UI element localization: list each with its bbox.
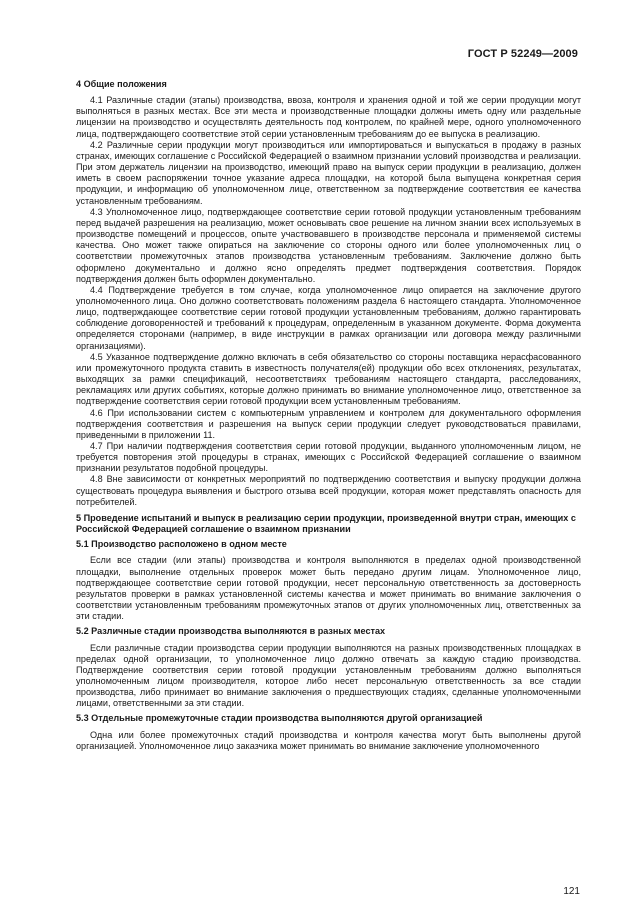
paragraph-5-3: Одна или более промежуточных стадий производства и контроля качества могут быть выполнены другой организацией. Уполномоченное лицо заказчика может принимать во внимание заключение уполномоченного bbox=[76, 729, 581, 751]
paragraph-4-7: 4.7 При наличии подтверждения соответствия серии готовой продукции, выданного уполномоченным лицом, не требуется повторения этой процедуры в странах, имеющих с Российской Федерацией соглашение о взаимном признании результатов подобной процедуры. bbox=[76, 441, 581, 474]
paragraph-4-6: 4.6 При использовании систем с компьютерным управлением и контролем для документального оформления подтверждения соответствия и разрешения на выпуск серии продукции следует руководствоваться правилами, приведенными в приложении 11. bbox=[76, 407, 581, 440]
subsection-5-1-title: 5.1 Производство расположено в одном месте bbox=[76, 539, 287, 550]
paragraph-4-2: 4.2 Различные серии продукции могут производиться или импортироваться и выпускаться в продажу в разных странах, имеющих соглашение с Российской Федерацией о взаимном признании условий производства и реализации. При этом держатель лицензии на производство, имеющий право на выпуск серии продукции в реализацию, должен иметь в своем распоряжении точное указание адреса площадки, на которой была выпущена конкретная серия продукции, и информацию об уполномоченном лице, ответственном за подтверждение соответствия ее качества установленным требованиям. bbox=[76, 139, 581, 206]
section-4-title: 4 Общие положения bbox=[76, 79, 167, 89]
paragraph-4-1: 4.1 Различные стадии (этапы) производства, ввоза, контроля и хранения одной и той же серии продукции могут выполняться в разных местах. Все эти места и производственные площадки должны иметь одну или раздельные лицензии на производство и осуществлять деятельность под контролем, по крайней мере, одного уполномоченного лица, подтверждающего соответствие этой серии установленным требованиям до ее выпуска в реализацию. bbox=[76, 95, 581, 139]
document-body bbox=[76, 79, 581, 752]
paragraph-4-5: 4.5 Указанное подтверждение должно включать в себя обязательство со стороны поставщика нерасфасованного или промежуточного продукта ставить в известность получателя(ей) продукции обо всех отклонениях, результатах, выходящих за рамки спецификаций, несоответствиях требованиям настоящего стандарта, расследованиях, рекламациях или других событиях, которые должно принимать во внимание уполномоченное лицо, ответственное за подтверждение соответствия серии готовой продукции всем установленным требованиям. bbox=[76, 351, 581, 407]
paragraph-5-1: Если все стадии (или этапы) производства и контроля выполняются в пределах одной производственной площадки, выполнение отдельных проверок может быть передано другим лицам. Уполномоченное лицо, подтверждающее соответствие серии готовой продукции, несет персональную ответственность за достоверность результатов проверки в рамках установленной системы качества и может принимать во внимание заключения о соответствии установленным требованиям промежуточных этапов от других уполномоченных лиц, ответственных за эти стадии. bbox=[76, 555, 581, 622]
section-5-title: 5 Проведение испытаний и выпуск в реализацию серии продукции, произведенной внутри стран, имеющих с Российской Федерацией соглашение о взаимном признании bbox=[76, 512, 576, 535]
subsection-5-3-title: 5.3 Отдельные промежуточные стадии производства выполняются другой организацией bbox=[76, 713, 483, 724]
paragraph-4-3: 4.3 Уполномоченное лицо, подтверждающее соответствие серии готовой продукции установленным требованиям перед выдачей разрешения на реализацию, может основывать свое решение на личном знании всех используемых в производстве помещений и процессов, опыте участвовавшего в производстве персонала и применяемой системы качества. Оно может также опираться на заключение со стороны одного или более уполномоченных лиц о соответствии промежуточных этапов производства установленным требованиям. Заключение должно быть оформлено документально и должно ясно определять предмет подтверждения соответствия. Порядок подтверждения должен быть оформлен документально. bbox=[76, 206, 581, 284]
paragraph-4-8: 4.8 Вне зависимости от конкретных мероприятий по подтверждению соответствия и выпуску продукции должна существовать процедура выявления и быстрого отзыва всей продукции, которая может представлять опасность для потребителей. bbox=[76, 474, 581, 507]
subsection-5-2-title: 5.2 Различные стадии производства выполняются в разных местах bbox=[76, 626, 386, 637]
paragraph-4-4: 4.4 Подтверждение требуется в том случае, когда уполномоченное лицо опирается на заключение другого уполномоченного лица. Оно должно соответствовать положениям раздела 6 настоящего стандарта. Уполномоченное лицо, подтверждающее соответствие серии готовой продукции установленным требованиям, должно гарантировать соблюдение договоренностей и требований к процедурам, определенным в указанном документе. Форма документа определяется сторонами (например, в виде инструкции в рамках организации или договора между различными организациями). bbox=[76, 284, 581, 351]
standard-header: ГОСТ Р 52249—2009 bbox=[467, 48, 578, 60]
page-number: 121 bbox=[563, 886, 580, 897]
paragraph-5-2: Если различные стадии производства серии продукции выполняются на разных производственных площадках в пределах одной организации, то уполномоченное лицо должно отвечать за каждую стадию производства. Подтверждение соответствия серии готовой продукции установленным требованиям должно выполняться уполномоченным лицом производителя, которое либо несет персональную ответственность за все стадии производства, либо принимает во внимание заключения о предшествующих стадиях, сделанные уполномоченными лицами, ответственными за эти стадии. bbox=[76, 642, 581, 709]
